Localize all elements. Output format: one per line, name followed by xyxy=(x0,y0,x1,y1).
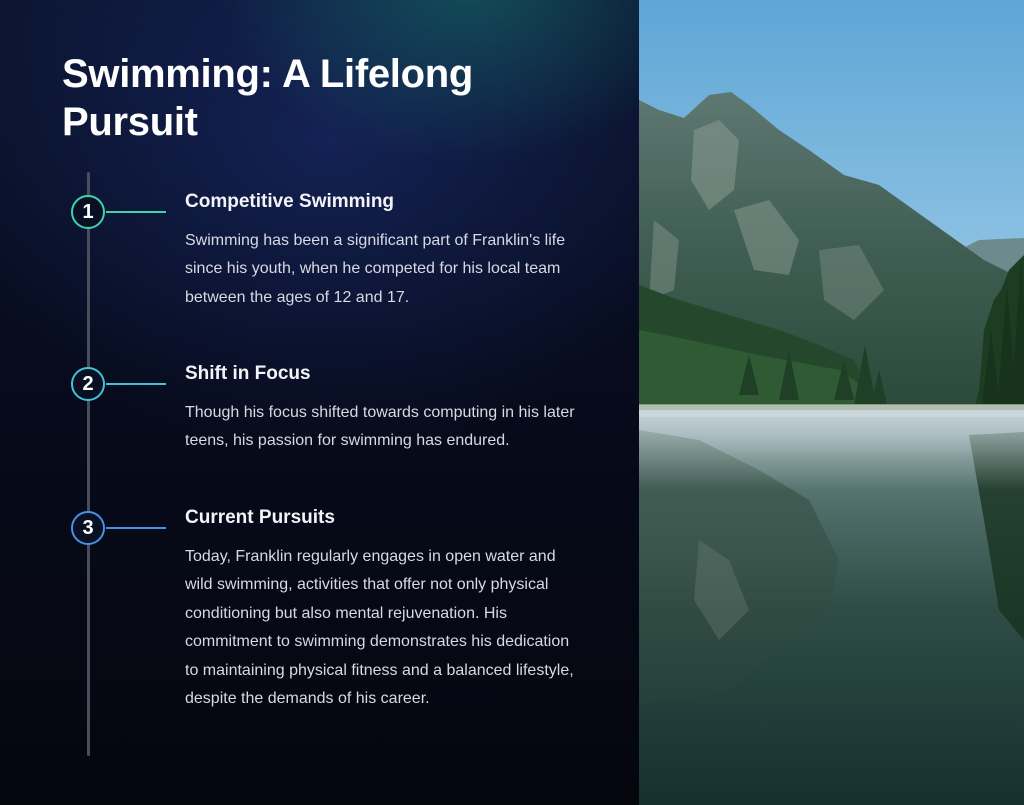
step-title-3: Current Pursuits xyxy=(185,507,335,528)
timeline-connector-3 xyxy=(106,527,166,529)
timeline-connector-1 xyxy=(106,211,166,213)
timeline-line xyxy=(87,172,90,756)
step-title-1: Competitive Swimming xyxy=(185,191,395,212)
timeline-marker-1: 1 xyxy=(71,195,105,229)
step-text-3: Today, Franklin regularly engages in open water and wild swimming, activities that offer not only physical conditioning but also mental rejuvenation. His commitment to swimming demonstrates his dedication to maintaining physical fitness and a balanced lifestyle, despite the demands of his career. xyxy=(185,548,574,708)
timeline-connector-2 xyxy=(106,383,166,385)
step-text-2: Though his focus shifted towards computing in his later teens, his passion for swimming has endured. xyxy=(185,404,575,450)
timeline-marker-2: 2 xyxy=(71,367,105,401)
step-title-2: Shift in Focus xyxy=(185,363,311,384)
mountain-lake-photo xyxy=(639,0,1024,805)
step-text-1: Swimming has been a significant part of Franklin's life since his youth, when he competed for his local team between the ages of 12 and 17. xyxy=(185,232,566,306)
slide-title: Swimming: A Lifelong Pursuit xyxy=(62,52,474,144)
timeline-marker-3: 3 xyxy=(71,511,105,545)
